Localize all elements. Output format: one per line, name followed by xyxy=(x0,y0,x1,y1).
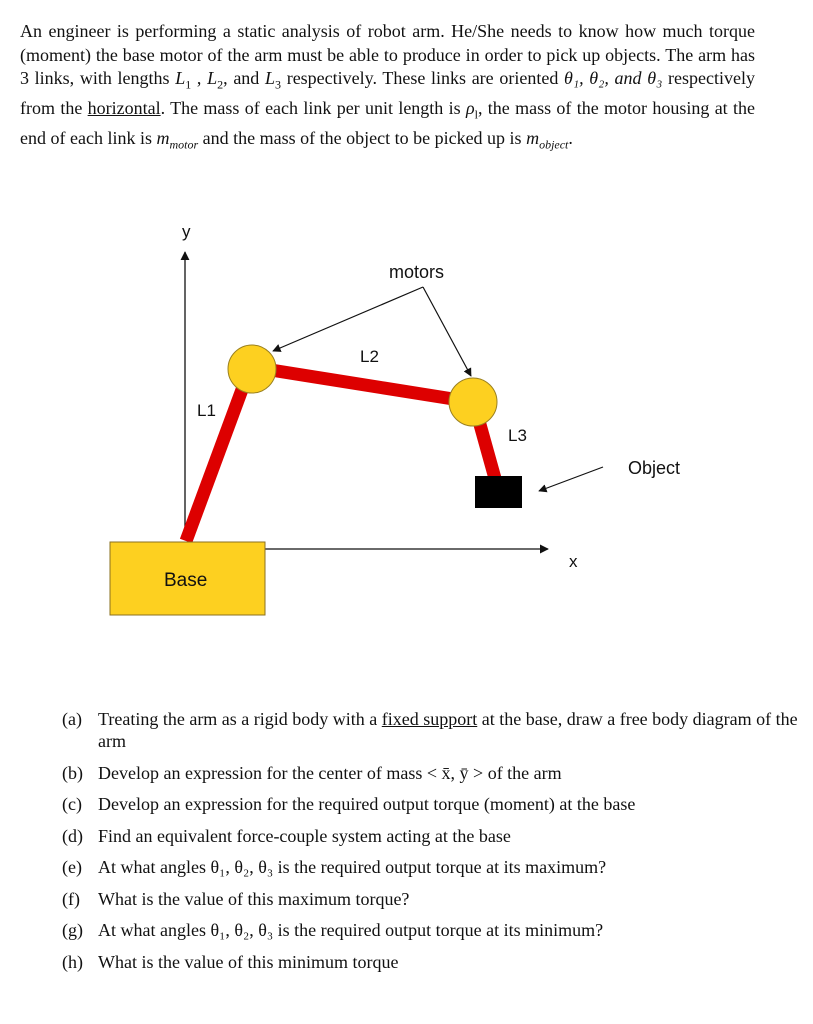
y-axis-label: y xyxy=(182,222,191,241)
symbol-angles: θ₁, θ₂, and θ₃ xyxy=(564,68,663,88)
base-label: Base xyxy=(164,570,208,591)
question-text: Develop an expression for the center of mass < x̄, ȳ > of the arm xyxy=(98,762,562,783)
question-d xyxy=(62,825,802,847)
horizontal-underlined: horizontal xyxy=(87,98,161,119)
separator-1: , xyxy=(191,68,208,88)
question-label: (e) xyxy=(62,857,82,877)
intro-text-1: An engineer is performing a static analysis of robot arm. He/She needs to know how much torque (moment) the base motor of the arm must be able to produce in order to pick up objects. The arm has 3 links, with lengths xyxy=(20,21,755,88)
intro-text-5: , the mass of the motor housing at the end of each link is xyxy=(20,98,755,149)
separator-2: , and xyxy=(223,68,265,88)
motor-joint-2 xyxy=(449,378,497,426)
intro-text-4: . The mass of each link per unit length is xyxy=(160,98,466,119)
question-label: (f) xyxy=(62,888,80,909)
symbol-m-object-sub-text: object xyxy=(539,137,569,152)
question-c xyxy=(62,793,802,815)
link-2-label: L2 xyxy=(360,347,379,366)
symbol-rho-sub: l xyxy=(474,107,478,122)
question-a xyxy=(62,708,802,752)
question-label: (b) xyxy=(62,762,83,783)
symbol-m-motor-sub xyxy=(169,138,198,152)
symbol-L2: L xyxy=(207,68,218,88)
link-2 xyxy=(252,367,472,402)
symbol-rho: ρ xyxy=(465,98,475,119)
intro-text-2: respectively. These links are oriented xyxy=(281,68,564,88)
link-3-label: L3 xyxy=(508,426,527,445)
motors-arrow-right xyxy=(423,287,471,376)
question-f xyxy=(62,888,802,910)
question-text xyxy=(98,708,802,752)
question-text: What is the value of this maximum torque? xyxy=(98,888,410,909)
question-g xyxy=(62,919,802,941)
object-label: Object xyxy=(628,458,681,478)
link-1-label: L1 xyxy=(197,401,216,420)
symbol-m-object: m xyxy=(526,128,540,149)
symbol-m-motor-sub-text: motor xyxy=(169,137,199,152)
link-1 xyxy=(186,368,250,541)
object-block xyxy=(475,476,522,508)
question-label: (d) xyxy=(62,825,83,846)
question-label: (a) xyxy=(62,709,82,729)
motors-arrow-left xyxy=(273,287,423,351)
question-b xyxy=(62,762,802,784)
symbol-L3-sub: 3 xyxy=(275,77,282,92)
question-list xyxy=(62,708,802,982)
question-a-post: at the base, draw a free body diagram of the arm xyxy=(98,709,798,751)
motors-label: motors xyxy=(389,262,445,282)
question-text: At what angles θ₁, θ₂, θ₃ is the required output torque at its minimum? xyxy=(98,920,604,940)
intro-text-7: . xyxy=(568,128,573,149)
symbol-m-object-sub xyxy=(539,138,568,152)
motor-joint-1 xyxy=(228,345,276,393)
symbol-L1: L xyxy=(175,68,186,88)
question-label: (h) xyxy=(62,951,83,972)
robot-arm-diagram xyxy=(0,195,813,625)
question-h xyxy=(62,951,802,973)
intro-text-6: and the mass of the object to be picked up is xyxy=(198,128,527,149)
symbol-L2-sub: 2 xyxy=(217,77,224,92)
question-e xyxy=(62,856,802,878)
symbol-L3: L xyxy=(265,68,276,88)
question-text: At what angles θ₁, θ₂, θ₃ is the required output torque at its maximum? xyxy=(98,857,607,877)
x-axis-label: x xyxy=(569,552,578,571)
symbol-m-motor: m xyxy=(156,128,170,149)
intro-text-3: respectively from the xyxy=(20,68,755,119)
object-arrow xyxy=(539,467,603,491)
question-text: Develop an expression for the required output torque (moment) at the base xyxy=(98,794,636,814)
question-a-underlined: fixed support xyxy=(381,709,478,729)
question-text: What is the value of this minimum torque xyxy=(98,951,399,972)
question-a-pre: Treating the arm as a rigid body with a xyxy=(98,709,382,729)
question-text: Find an equivalent force-couple system acting at the base xyxy=(98,825,511,846)
question-label: (c) xyxy=(62,794,82,814)
problem-statement xyxy=(20,20,755,157)
question-label: (g) xyxy=(62,920,83,940)
symbol-L1-sub: 1 xyxy=(185,77,192,92)
